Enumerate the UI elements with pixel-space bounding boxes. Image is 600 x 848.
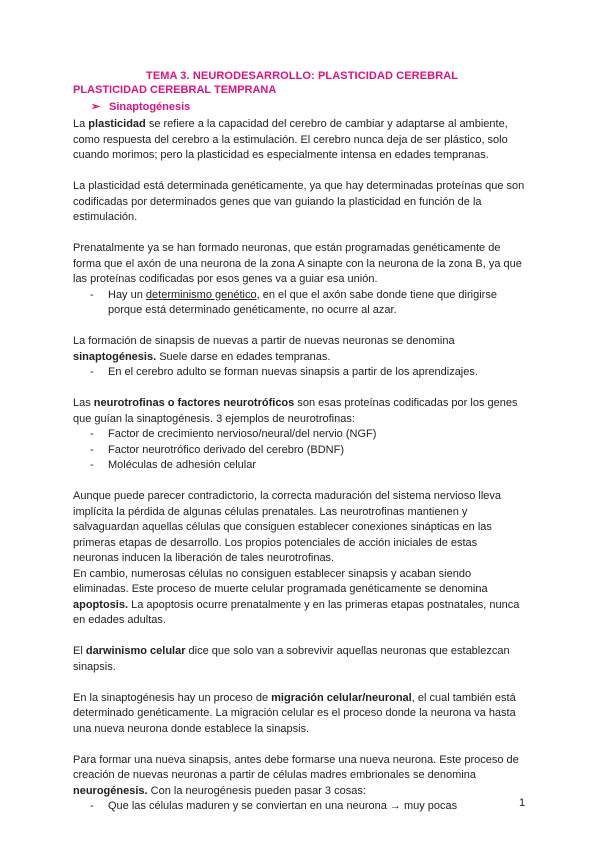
paragraph-darwinismo: El darwinismo celular dice que solo van a sobrevivir aquellas neuronas que establezcan sinapsis. (73, 645, 510, 673)
arrow-bullet-icon: ➢ (91, 101, 101, 113)
paragraph-neurogenesis: Para formar una nueva sinapsis, antes debe formarse una nueva neurona. Este proceso de creación de nuevas neuronas a partir de células madres embrionales se denomina neurogénesis. Con la neurogénesis pueden pasar 3 cosas: (73, 753, 519, 797)
document-subtitle: PLASTICIDAD CEREBRAL TEMPRANA (73, 84, 277, 96)
list-item: - Que las células maduren y se conviertan en una neurona → muy pocas (90, 800, 458, 812)
paragraph-maduracion: Aunque puede parecer contradictorio, la correcta maduración del sistema nervioso lleva implícita la pérdida de algunas células prenatales. Las neurotrofinas mantienen y salvaguardan aquellas células que consiguen establecer conexiones sinápticas en las primeras etapas de desarrollo. Los propios potenciales de acción iniciales de estas neuronas inducen la liberación de tales neurotrofinas. (73, 490, 502, 564)
list-determinismo (73, 288, 525, 319)
paragraph-prenatal: Prenatalmente ya se han formado neuronas, que están programadas genéticamente de forma que el axón de una neurona de la zona A sinapte con la neurona de la zona B, ya que las proteínas codificadas por esos genes va a guiar esa unión. (73, 242, 522, 285)
document-title: TEMA 3. NEURODESARROLLO: PLASTICIDAD CEREBRAL (146, 70, 459, 82)
list-neurogenesis (73, 799, 525, 815)
list-item: - En el cerebro adulto se forman nuevas sinapsis a partir de los aprendizajes. (90, 366, 478, 378)
document-body (73, 117, 525, 830)
list-neurotrofinas (73, 427, 525, 474)
page-number: 1 (519, 797, 526, 809)
list-cerebro-adulto (73, 365, 525, 381)
paragraph-apoptosis: En cambio, numerosas células no consiguen establecer sinapsis y acaban siendo eliminadas. Este proceso de muerte celular programada genéticamente se denomina apoptosis. La apoptosis ocurre prenatalmente y en las primeras etapas postnatales, nunca en edades adultas. (73, 567, 520, 626)
section-heading (91, 100, 190, 113)
section-heading-label: Sinaptogénesis (109, 101, 191, 113)
paragraph-sinaptogenesis: La formación de sinapsis de nuevas a partir de nuevas neuronas se denomina sinaptogénesis. Suele darse en edades tempranas. (73, 335, 455, 363)
list-item: - Factor neurotrófico derivado del cerebro (BDNF) (90, 443, 344, 456)
paragraph-neurotrofinas: Las neurotrofinas o factores neurotróficos son esas proteínas codificadas por los genes que guían la sinaptogénesis. 3 ejemplos de neurotrofinas: (73, 397, 518, 425)
list-item: - Moléculas de adhesión celular (90, 459, 256, 471)
paragraph-plasticidad: La plasticidad se refiere a la capacidad del cerebro de cambiar y adaptarse al ambiente, como respuesta del cerebro a la estimulación. El cerebro nunca deja de ser plástico, solo cuando morimos; pero la plasticidad es especialmente intensa en edades tempranas. (73, 118, 508, 161)
list-item: - Hay un determinismo genético, en el que el axón sabe donde tiene que dirigirse porque está determinado genéticamente, no ocurre al azar. (90, 288, 497, 316)
paragraph-genetica: La plasticidad está determinada genéticamente, ya que hay determinadas proteínas que son codificadas por determinados genes que van guiando la plasticidad en función de la estimulación. (73, 180, 525, 223)
paragraph-migracion: En la sinaptogénesis hay un proceso de migración celular/neuronal, el cual también está determinado genéticamente. La migración celular es el proceso donde la neurona va hasta una nueva neurona donde establece la sinapsis. (73, 691, 516, 735)
list-item: - Factor de crecimiento nervioso/neural/del nervio (NGF) (90, 428, 377, 440)
